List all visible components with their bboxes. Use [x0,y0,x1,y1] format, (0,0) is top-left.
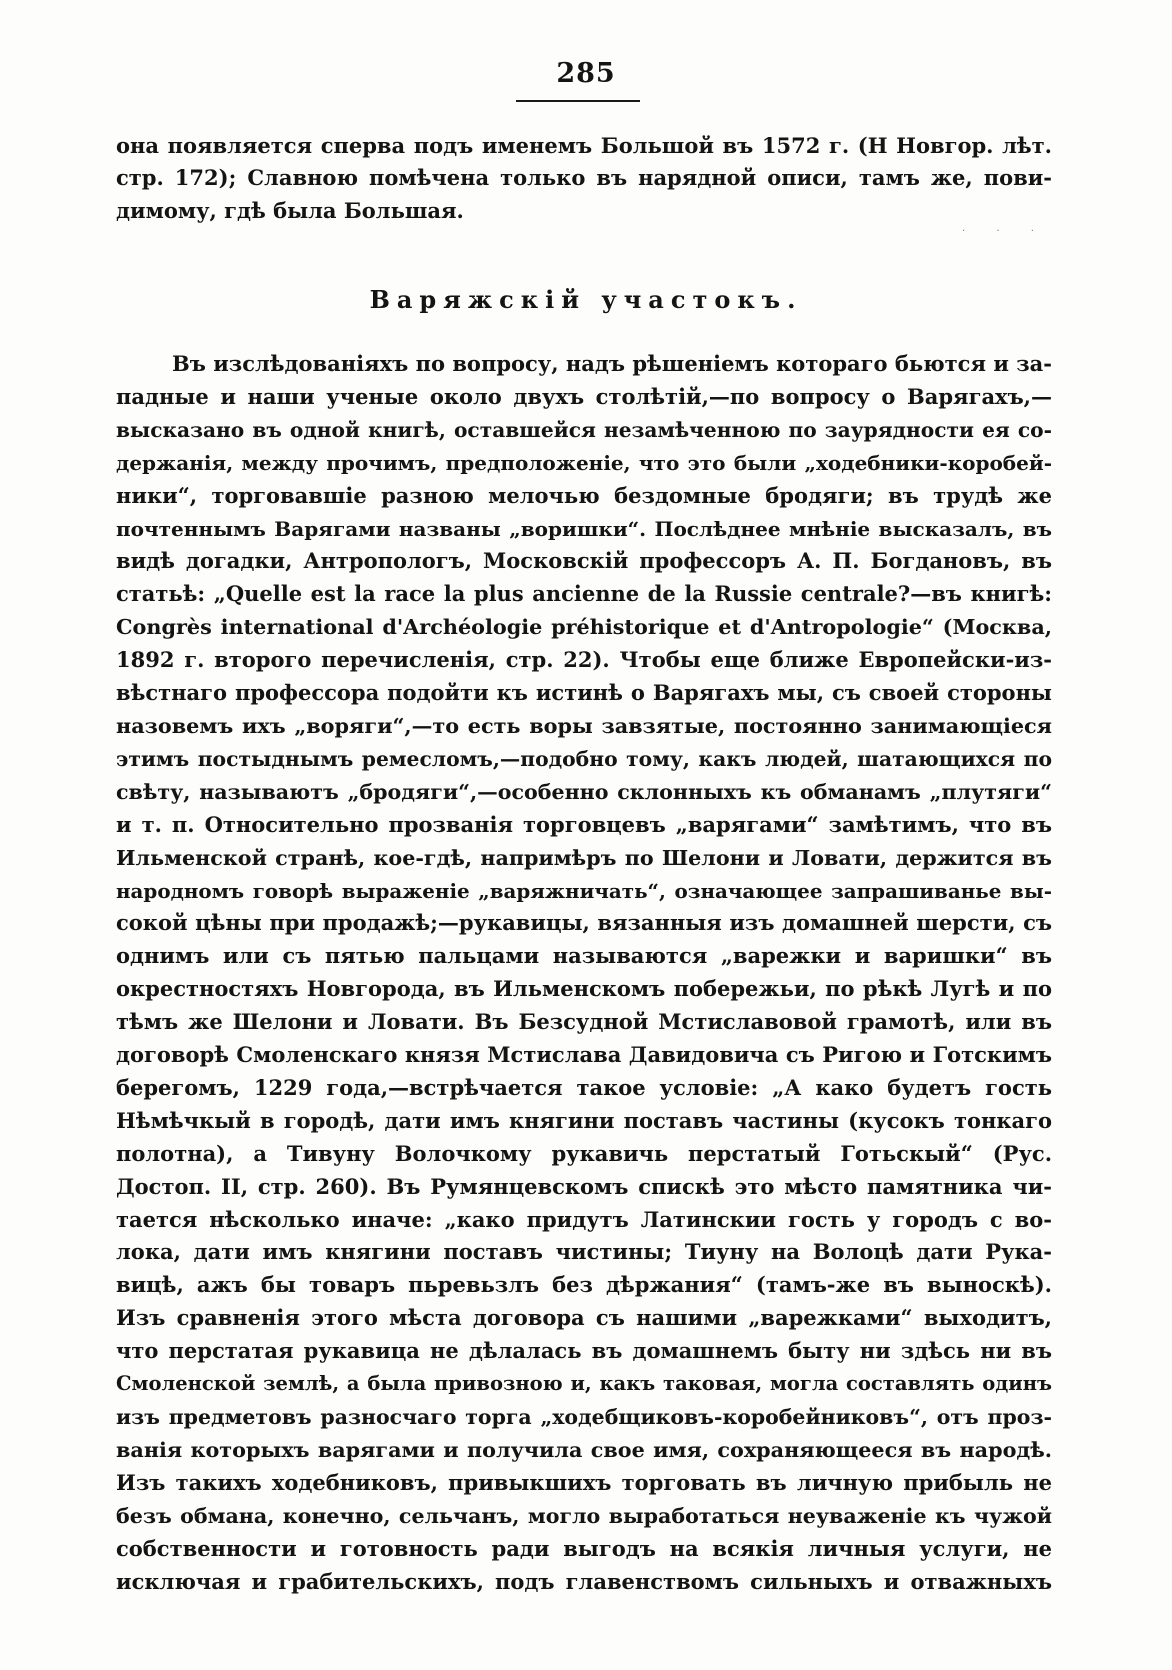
text-line: стр. 172); Славною помѣчена только въ нарядной описи, тамъ же, пови- [116,165,1052,191]
text-line: Congrès international d'Archéologie préhistorique et d'Antropologie“ (Москва, [116,615,1052,640]
text-line: вицѣ, ажъ бы товаръ пьревьзлъ без дѣржания“ (тамъ-же въ выноскѣ). [116,1272,1052,1298]
text-line: Изъ сравненія этого мѣста договора съ нашими „варежками“ выходитъ, [116,1305,1052,1331]
text-line: этимъ постыднымъ ремесломъ,—подобно тому, какъ людей, шатающихся по [116,746,1052,771]
page-number: 285 [556,58,616,89]
text-line: статьѣ: „Quelle est la race la plus ancienne de la Russie centrale?—въ книгѣ: [116,581,1052,607]
section-title: Варяжскій участокъ. [369,285,803,314]
text-line: и т. п. Относительно прозванія торговцевъ „варягами“ замѣтимъ, что въ [116,811,1052,837]
text-line: что перстатая рукавица не дѣлалась въ домашнемъ быту ни здѣсь ни въ [116,1338,1052,1364]
text-line: Изъ такихъ ходебниковъ, привыкшихъ торговать въ личную прибыль не [116,1469,1052,1495]
text-line: Нѣмѣчкый в городѣ, дати имъ княгини поставъ частины (кусокъ тонкаго [116,1107,1052,1133]
text-line: полотна), а Тивуну Волочкому рукавичь перстатый Готьскый“ (Рус. [116,1140,1052,1166]
text-line: ники“, торговавшіе разною мелочью бездомные бродяги; въ трудѣ же [116,482,1052,508]
text-line: безъ обмана, конечно, сельчанъ, могло выработаться неуваженіе къ чужой [116,1503,1052,1528]
text-line: 1892 г. второго перечисленія, стр. 22). Чтобы еще ближе Европейски-из- [116,647,1052,673]
text-line: окрестностяхъ Новгорода, въ Ильменскомъ побережьи, по рѣкѣ Лугѣ и по [116,976,1052,1002]
text-line: однимъ или съ пятью пальцами называются „варежки и варишки“ въ [116,943,1052,969]
text-line: договорѣ Смоленскаго князя Мстислава Давидовича съ Ригою и Готскимъ [116,1042,1052,1068]
text-line: видѣ догадки, Антропологъ, Московскій профессоръ А. П. Богдановъ, въ [116,548,1052,574]
text-line: падные и наши ученые около двухъ столѣтій,—по вопросу о Варягахъ,— [116,383,1052,409]
text-line: вѣстнаго профессора подойти къ истинѣ о Варягахъ мы, съ своей стороны [116,680,1052,706]
text-line: тѣмъ же Шелони и Ловати. Въ Безсудной Мстиславовой грамотѣ, или въ [116,1009,1052,1035]
text-line: берегомъ, 1229 года,—встрѣчается такое условіе: „А како будетъ гость [116,1074,1052,1100]
text-line: свѣту, называютъ „бродяги“,—особенно склонныхъ къ обманамъ „плутяги“ [116,779,1052,804]
text-line: изъ предметовъ разносчаго торга „ходебщиковъ-коробейниковъ“, отъ проз- [116,1405,1052,1429]
page-number-rule [516,100,640,102]
text-line: исключая и грабительскихъ, подъ главенствомъ сильныхъ и отважныхъ [116,1568,1052,1594]
print-specks: · · · [962,226,1048,237]
text-line: Достоп. II, стр. 260). Въ Румянцевскомъ спискѣ это мѣсто памятника чи- [116,1173,1052,1199]
text-line: собственности и готовность ради выгодъ на всякія личныя услуги, не [116,1535,1052,1561]
text-line: высказано въ одной книгѣ, оставшейся незамѣченною по заурядности ея со- [116,417,1052,442]
text-line: Въ изслѣдованіяхъ по вопросу, надъ рѣшеніемъ котораго бьются и за- [172,351,1052,376]
text-line: почтеннымъ Варягами названы „воришки“. Послѣднее мнѣніе высказалъ, въ [116,516,1052,541]
text-line: Смоленской землѣ, а была привозною и, какъ таковая, могла составлять одинъ [116,1372,1052,1396]
text-line: тается нѣсколько иначе: „како придутъ Латинскии гость у городъ с во- [116,1206,1052,1232]
text-line: держанія, между прочимъ, предположеніе, что это были „ходебники-коробей- [116,450,1052,475]
text-line: назовемъ ихъ „воряги“,—то есть воры завзятые, постоянно занимающіеся [116,713,1052,738]
text-line: лока, дати имъ княгини поставъ чистины; Тиуну на Волоцѣ дати Рука- [116,1239,1052,1265]
text-line: сокой цѣны при продажѣ;—рукавицы, вязанныя изъ домашней шерсти, съ [116,910,1052,936]
text-line: она появляется сперва подъ именемъ Большой въ 1572 г. (Н Новгор. лѣт. [116,133,1052,158]
text-line: ванія которыхъ варягами и получила свое имя, сохраняющееся въ народѣ. [116,1437,1052,1462]
text-line: народномъ говорѣ выраженіе „варяжничать“, означающее запрашиванье вы- [116,878,1052,903]
text-line: димому, гдѣ была Большая. [116,197,464,223]
continuation-paragraph [116,130,1052,227]
body-paragraph [116,348,1052,1598]
text-line: Ильменской странѣ, кое-гдѣ, напримѣръ по Шелони и Ловати, держится въ [116,845,1052,870]
